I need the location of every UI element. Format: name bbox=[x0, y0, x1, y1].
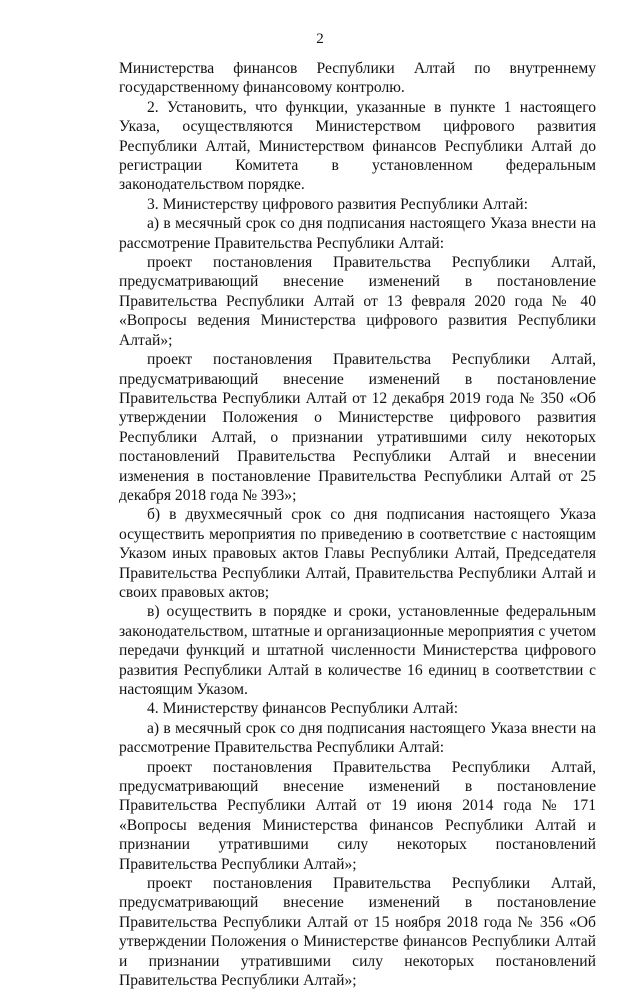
document-body bbox=[119, 59, 596, 991]
paragraph-draft-resolution-356: проект постановления Правительства Республики Алтай, предусматривающий внесение изменений в постановление Правительства Республики Алтай от 15 ноября 2018 года № 356 «Об утверждении Положения о Министерстве финансов Республики Алтай и признании утратившими силу некоторых постановлений Правительства Республики Алтай»; bbox=[119, 875, 596, 990]
paragraph-continuation: Министерства финансов Республики Алтай по внутреннему государственному финансовому контролю. bbox=[119, 60, 596, 97]
paragraph-item-4: 4. Министерству финансов Республики Алтай: bbox=[147, 700, 459, 718]
page-number: 2 bbox=[316, 31, 324, 47]
paragraph-item-3a: а) в месячный срок со дня подписания настоящего Указа внести на рассмотрение Правительства Республики Алтай: bbox=[119, 215, 596, 252]
paragraph-item-2: 2. Установить, что функции, указанные в пункте 1 настоящего Указа, осуществляются Министерством цифрового развития Республики Алтай, Министерством финансов Республики Алтай до регистрации Комитета в установленном федеральным законодательством порядке. bbox=[119, 98, 596, 194]
paragraph-draft-resolution-171: проект постановления Правительства Республики Алтай, предусматривающий внесение изменений в постановление Правительства Республики Алтай от 19 июня 2014 года № 171 «Вопросы ведения Министерства финансов Республики Алтай и признании утратившими силу некоторых постановлений Правительства Республики Алтай»; bbox=[119, 758, 596, 873]
paragraph-draft-resolution-350: проект постановления Правительства Республики Алтай, предусматривающий внесение изменений в постановление Правительства Республики Алтай от 12 декабря 2019 года № 350 «Об утверждении Положения о Министерстве цифрового развития Республики Алтай, о признании утратившими силу некоторых постановлений Правительства Республики Алтай и внесении изменения в постановление Правительства Республики Алтай от 25 декабря 2018 года № 393»; bbox=[119, 351, 596, 504]
paragraph-item-3: 3. Министерству цифрового развития Республики Алтай: bbox=[147, 195, 528, 213]
paragraph-item-3v: в) осуществить в порядке и сроки, установленные федеральным законодательством, штатные и организационные мероприятия с учетом передачи функций и штатной численности Министерства цифрового развития Республики Алтай в количестве 16 единиц в соответствии с настоящим Указом. bbox=[119, 603, 596, 698]
paragraph-draft-resolution-40: проект постановления Правительства Республики Алтай, предусматривающий внесение изменений в постановление Правительства Республики Алтай от 13 февраля 2020 года № 40 «Вопросы ведения Министерства цифрового развития Республики Алтай»; bbox=[119, 254, 596, 349]
paragraph-item-3b: б) в двухмесячный срок со дня подписания настоящего Указа осуществить мероприятия по приведению в соответствие с настоящим Указом иных правовых актов Главы Республики Алтай, Председателя Правительства Республики Алтай, Правительства Республики Алтай и своих правовых актов; bbox=[119, 506, 596, 601]
paragraph-item-4a: а) в месячный срок со дня подписания настоящего Указа внести на рассмотрение Правительства Республики Алтай: bbox=[119, 719, 596, 757]
